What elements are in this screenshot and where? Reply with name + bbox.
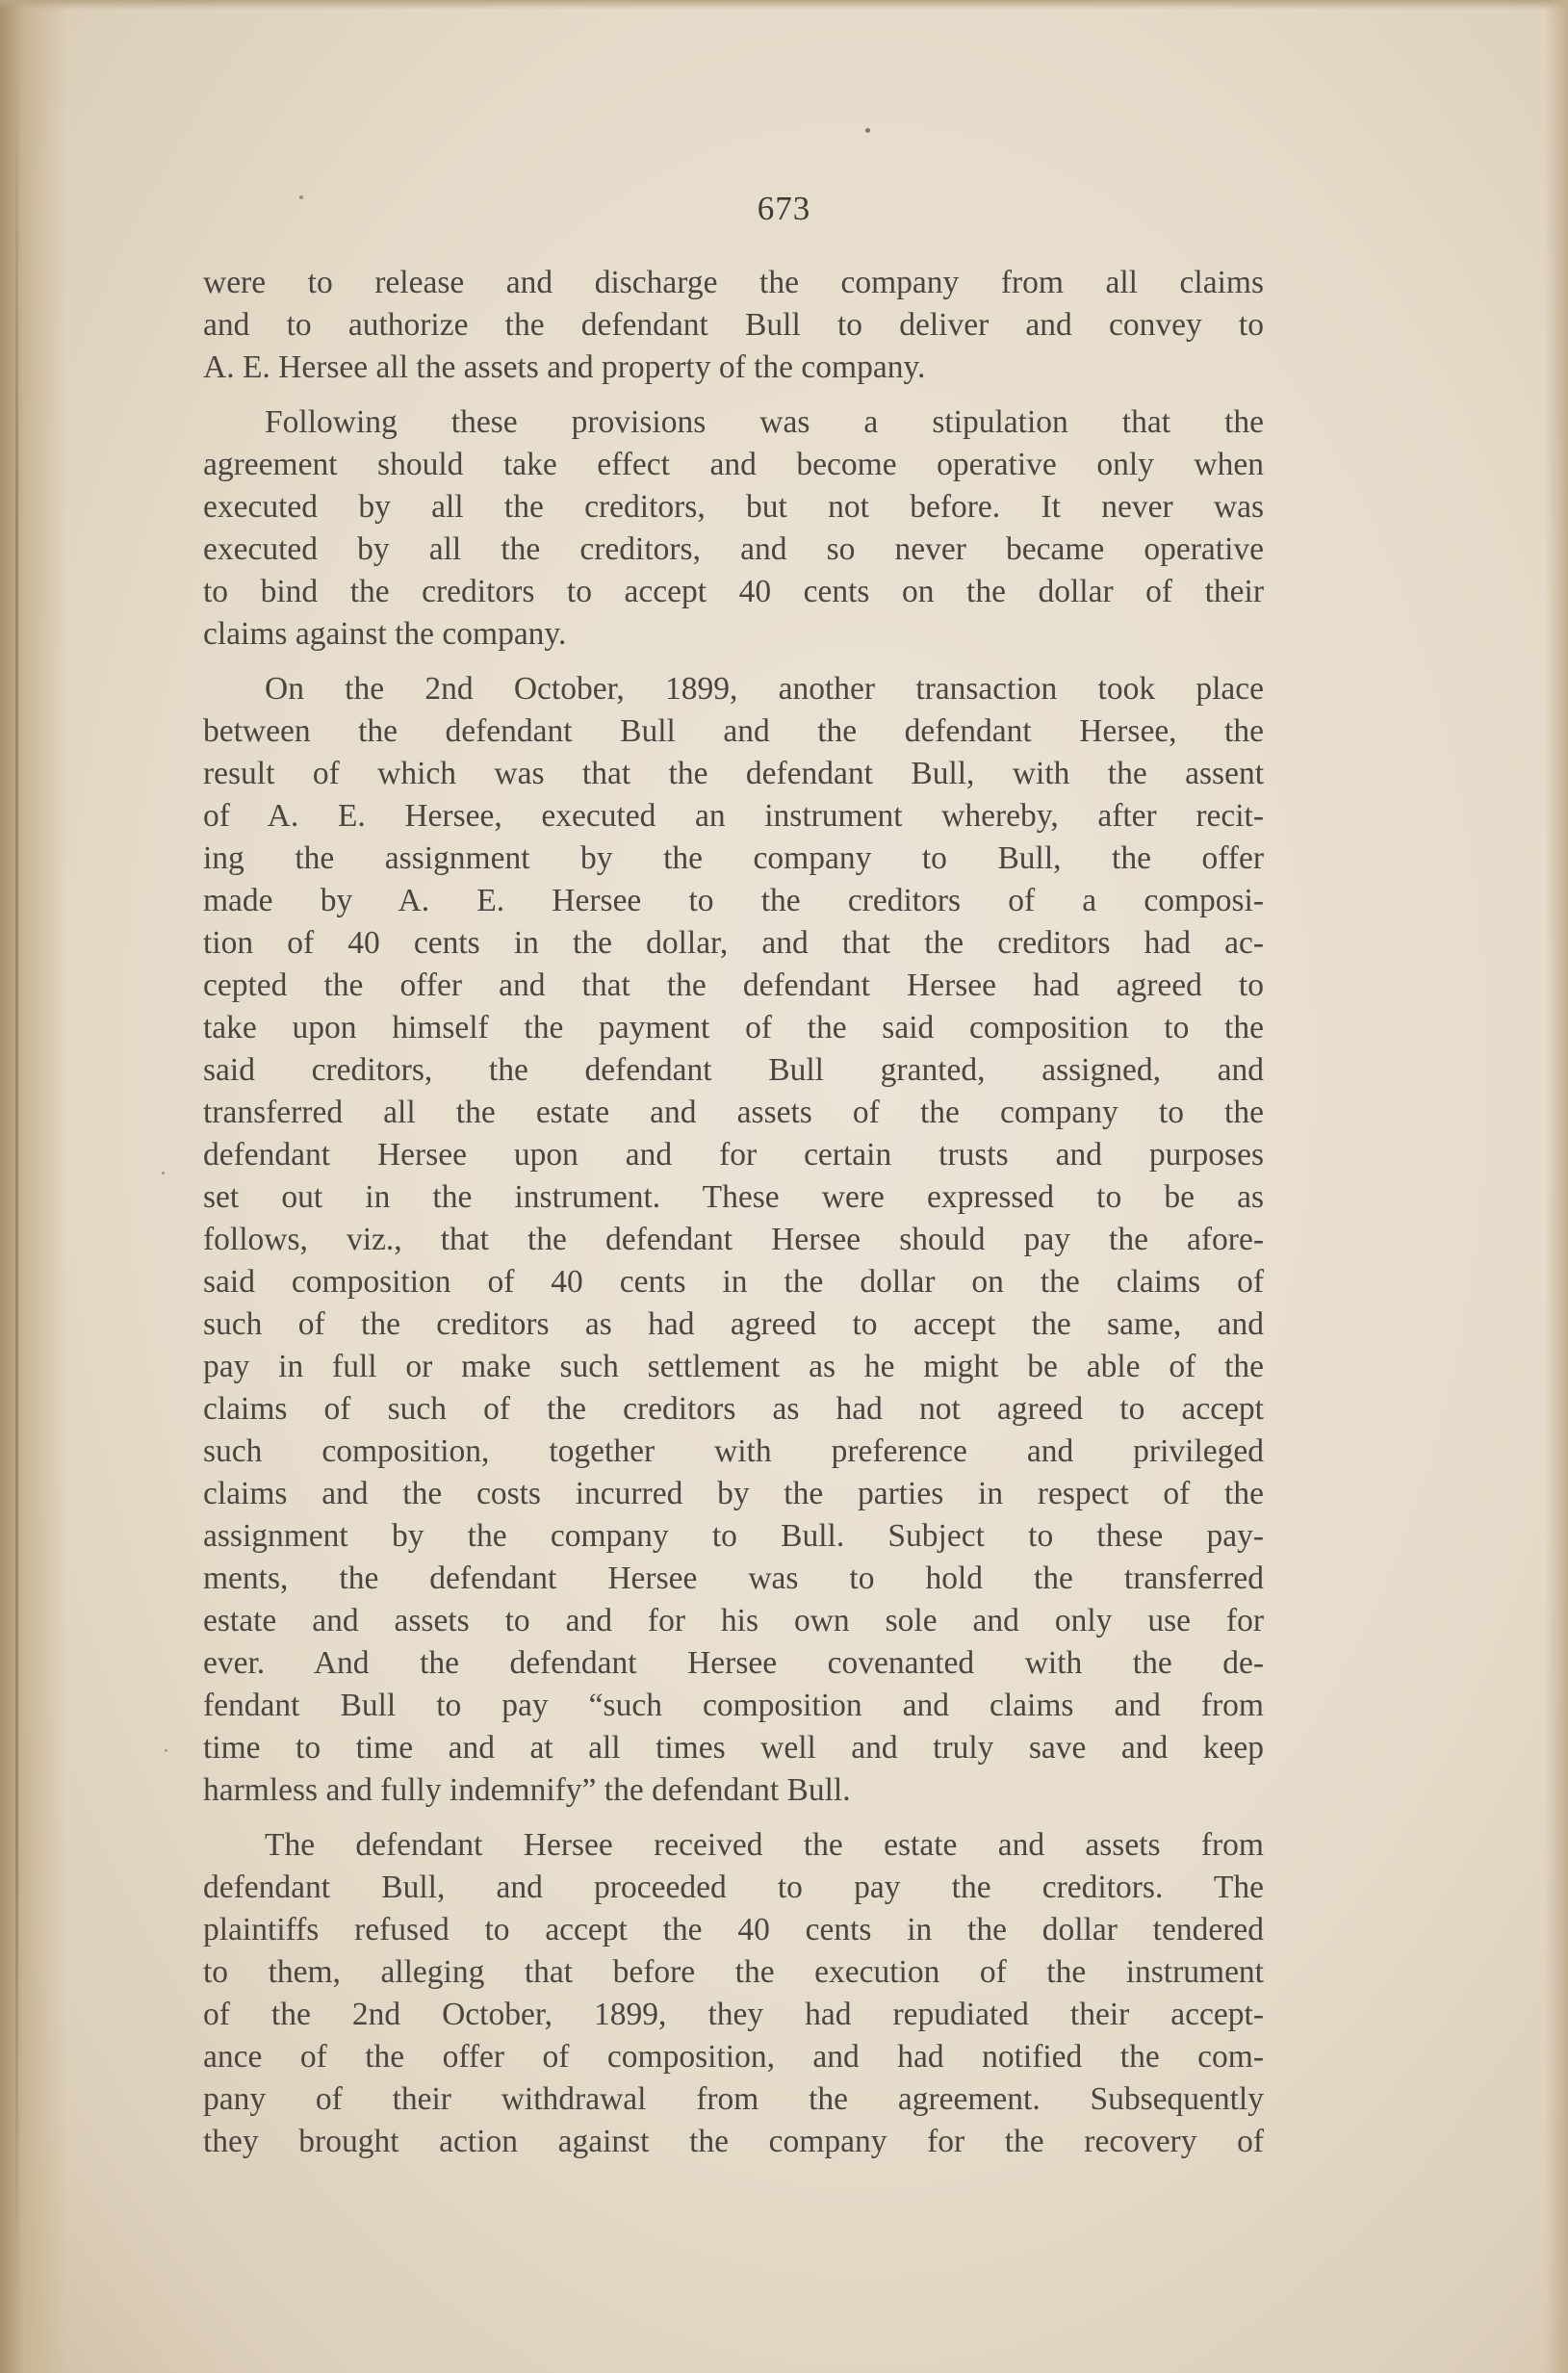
text-line: ing the assignment by the company to Bull, the offer <box>203 840 1264 876</box>
paragraph <box>203 668 1264 1812</box>
text-line <box>203 1824 1264 1867</box>
text-line: between the defendant Bull and the defendant Hersee, the <box>203 713 1264 749</box>
text-line: plaintiffs refused to accept the 40 cents in the dollar tendered <box>203 1912 1264 1947</box>
text-line: of A. E. Hersee, executed an instrument whereby, after recit- <box>203 798 1264 834</box>
text-line: harmless and fully indemnify” the defendant Bull. <box>203 1772 851 1808</box>
page-top-edge <box>0 0 1568 10</box>
text-line: A. E. Hersee all the assets and property of the company. <box>203 349 926 385</box>
text-line: to them, alleging that before the execution of the instrument <box>203 1954 1264 1990</box>
binding-shadow <box>0 0 67 2373</box>
text-line: to bind the creditors to accept 40 cents on the dollar of their <box>203 574 1264 609</box>
binding-crease <box>15 77 18 2291</box>
page-right-edge <box>1545 0 1568 2373</box>
text-line: ments, the defendant Hersee was to hold the transferred <box>203 1561 1264 1596</box>
text-line: tion of 40 cents in the dollar, and that the creditors had ac- <box>203 925 1264 961</box>
text-line: fendant Bull to pay “such composition and claims and from <box>203 1688 1264 1723</box>
text-line: time to time and at all times well and truly save and keep <box>203 1730 1264 1766</box>
text-line: such composition, together with preference and privileged <box>203 1433 1264 1469</box>
text-line: pany of their withdrawal from the agreement. Subsequently <box>203 2081 1264 2117</box>
text-line: executed by all the creditors, and so never became operative <box>203 531 1264 567</box>
paragraph <box>203 401 1264 656</box>
ink-speck <box>162 1172 165 1174</box>
text-line-content: On the 2nd October, 1899, another transaction took place <box>265 671 1264 707</box>
text-line: of the 2nd October, 1899, they had repudiated their accept- <box>203 1997 1264 2032</box>
text-line: said composition of 40 cents in the dollar on the claims of <box>203 1264 1264 1300</box>
text-line: defendant Bull, and proceeded to pay the creditors. The <box>203 1870 1264 1905</box>
text-line: and to authorize the defendant Bull to deliver and convey to <box>203 307 1264 343</box>
paragraph <box>203 1824 1264 2163</box>
text-line: assignment by the company to Bull. Subject to these pay- <box>203 1518 1264 1554</box>
text-line: set out in the instrument. These were expressed to be as <box>203 1179 1264 1215</box>
text-line: were to release and discharge the company from all claims <box>203 265 1264 300</box>
text-line: such of the creditors as had agreed to accept the same, and <box>203 1306 1264 1342</box>
text-line <box>203 668 1264 710</box>
text-line: result of which was that the defendant Bull, with the assent <box>203 756 1264 791</box>
text-line: said creditors, the defendant Bull granted, assigned, and <box>203 1052 1264 1088</box>
text-line: agreement should take effect and become operative only when <box>203 447 1264 482</box>
text-line: executed by all the creditors, but not before. It never was <box>203 489 1264 525</box>
text-line: ever. And the defendant Hersee covenanted with the de- <box>203 1645 1264 1681</box>
text-line: defendant Hersee upon and for certain trusts and purposes <box>203 1137 1264 1173</box>
page-number: 673 <box>757 190 811 227</box>
ink-speck <box>865 128 870 133</box>
text-line: claims of such of the creditors as had not agreed to accept <box>203 1391 1264 1427</box>
ink-speck <box>165 1749 167 1752</box>
paragraph <box>203 262 1264 389</box>
text-line-content: The defendant Hersee received the estate and assets from <box>265 1827 1264 1863</box>
text-line: they brought action against the company for the recovery of <box>203 2124 1264 2159</box>
text-line: estate and assets to and for his own sole and only use for <box>203 1603 1264 1638</box>
text-line: pay in full or make such settlement as he might be able of the <box>203 1349 1264 1384</box>
text-line: made by A. E. Hersee to the creditors of a composi- <box>203 883 1264 918</box>
text-line: cepted the offer and that the defendant Hersee had agreed to <box>203 967 1264 1003</box>
text-line <box>203 401 1264 444</box>
text-line: ance of the offer of composition, and had notified the com- <box>203 2039 1264 2075</box>
text-line: transferred all the estate and assets of the company to the <box>203 1095 1264 1130</box>
body-text <box>203 262 1264 2176</box>
text-line: follows, viz., that the defendant Hersee should pay the afore- <box>203 1222 1264 1257</box>
text-line: take upon himself the payment of the said composition to the <box>203 1010 1264 1045</box>
text-line: claims against the company. <box>203 616 567 652</box>
text-line: claims and the costs incurred by the parties in respect of the <box>203 1476 1264 1511</box>
text-line-content: Following these provisions was a stipulation that the <box>265 404 1264 440</box>
